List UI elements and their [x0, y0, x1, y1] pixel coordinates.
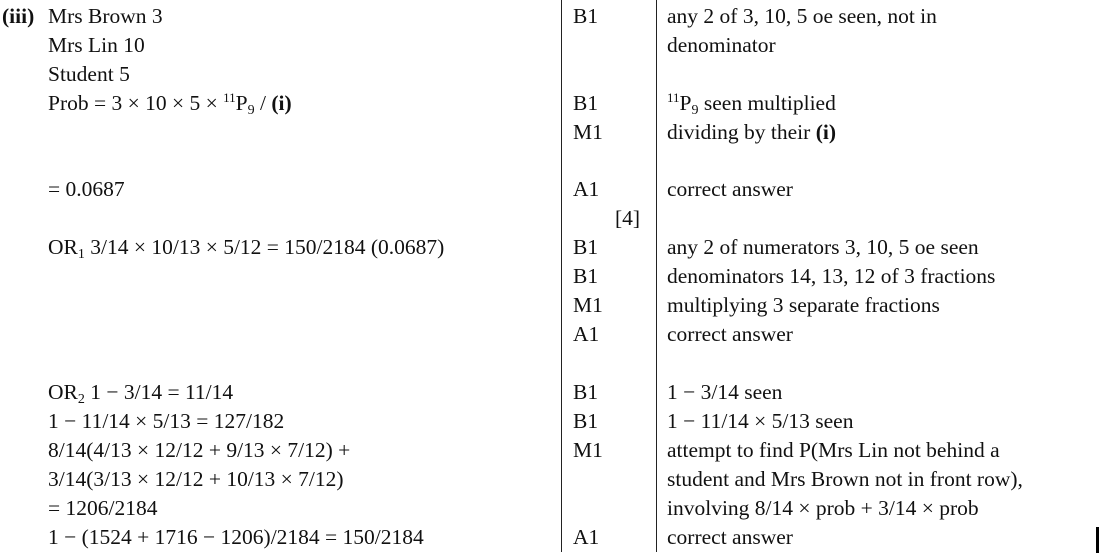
perm-letter: P — [235, 91, 248, 115]
working-line-answer: = 0.0687 — [48, 177, 125, 201]
column-divider-marks — [561, 0, 562, 552]
working-line-mrs-lin: Mrs Lin 10 — [48, 33, 145, 57]
working-line-or2-step6: 1 − (1524 + 1716 − 1206)/2184 = 150/2184 — [48, 525, 424, 549]
guidance-line: attempt to find P(Mrs Lin not behind a — [667, 438, 1000, 462]
mark-m1: M1 — [573, 438, 603, 462]
working-line-or1 — [48, 233, 444, 262]
mark-a1: A1 — [573, 177, 600, 201]
guidance-line: involving 8/14 × prob + 3/14 × prob — [667, 496, 979, 520]
guidance-line: correct answer — [667, 177, 793, 201]
guidance-line: correct answer — [667, 525, 793, 549]
guidance-line: 1 − 3/14 seen — [667, 380, 783, 404]
working-line-or2-step4: 3/14(3/13 × 12/12 + 10/13 × 7/12) — [48, 467, 344, 491]
guidance-line: denominators 14, 13, 12 of 3 fractions — [667, 264, 996, 288]
column-divider-guidance — [656, 0, 657, 552]
guidance-line: any 2 of numerators 3, 10, 5 oe seen — [667, 235, 979, 259]
guidance-line: correct answer — [667, 322, 793, 346]
guidance-part-ref: (i) — [815, 120, 836, 144]
mark-b1: B1 — [573, 409, 599, 433]
or2-expression: 1 − 3/14 = 11/14 — [84, 380, 234, 404]
guidance-line: any 2 of 3, 10, 5 oe seen, not in — [667, 4, 937, 28]
working-line-or2-step3: 8/14(4/13 × 12/12 + 9/13 × 7/12) + — [48, 438, 351, 462]
working-line-student: Student 5 — [48, 62, 130, 86]
perm-superscript: 11 — [223, 90, 236, 105]
working-line-or2-step2: 1 − 11/14 × 5/13 = 127/182 — [48, 409, 285, 433]
mark-total: [4] — [615, 206, 641, 230]
mark-b1: B1 — [573, 380, 599, 404]
mark-b1: B1 — [573, 264, 599, 288]
or2-label: OR — [48, 380, 78, 404]
guidance-perm-superscript: 11 — [667, 90, 680, 105]
guidance-line: multiplying 3 separate fractions — [667, 293, 940, 317]
guidance-perm-text: seen multiplied — [698, 91, 836, 115]
working-line-or2 — [48, 378, 233, 407]
guidance-line-divide — [667, 118, 836, 147]
mark-m1: M1 — [573, 120, 603, 144]
guidance-line-perm — [667, 89, 836, 118]
guidance-line: denominator — [667, 33, 776, 57]
guidance-perm-subscript: 9 — [691, 103, 699, 118]
guidance-line: 1 − 11/14 × 5/13 seen — [667, 409, 854, 433]
working-line-or2-step5: = 1206/2184 — [48, 496, 158, 520]
text-cursor — [1096, 527, 1099, 553]
guidance-line: student and Mrs Brown not in front row), — [667, 467, 1023, 491]
mark-b1: B1 — [573, 4, 599, 28]
mark-m1: M1 — [573, 293, 603, 317]
or2-subscript: 2 — [77, 392, 85, 407]
prob-prefix: Prob = 3 × 10 × 5 × — [48, 91, 224, 115]
or1-label: OR — [48, 235, 78, 259]
prob-part-ref: (i) — [271, 91, 292, 115]
guidance-divide-text: dividing by their — [667, 120, 816, 144]
guidance-perm-letter: P — [679, 91, 692, 115]
or1-subscript: 1 — [77, 247, 85, 262]
working-line-mrs-brown: Mrs Brown 3 — [48, 4, 163, 28]
part-label: (iii) — [2, 4, 35, 28]
prob-divider: / — [254, 91, 272, 115]
mark-a1: A1 — [573, 525, 600, 549]
perm-subscript: 9 — [247, 103, 255, 118]
mark-a1: A1 — [573, 322, 600, 346]
working-line-prob — [48, 89, 292, 118]
mark-b1: B1 — [573, 235, 599, 259]
or1-expression: 3/14 × 10/13 × 5/12 = 150/2184 (0.0687) — [84, 235, 445, 259]
mark-b1: B1 — [573, 91, 599, 115]
